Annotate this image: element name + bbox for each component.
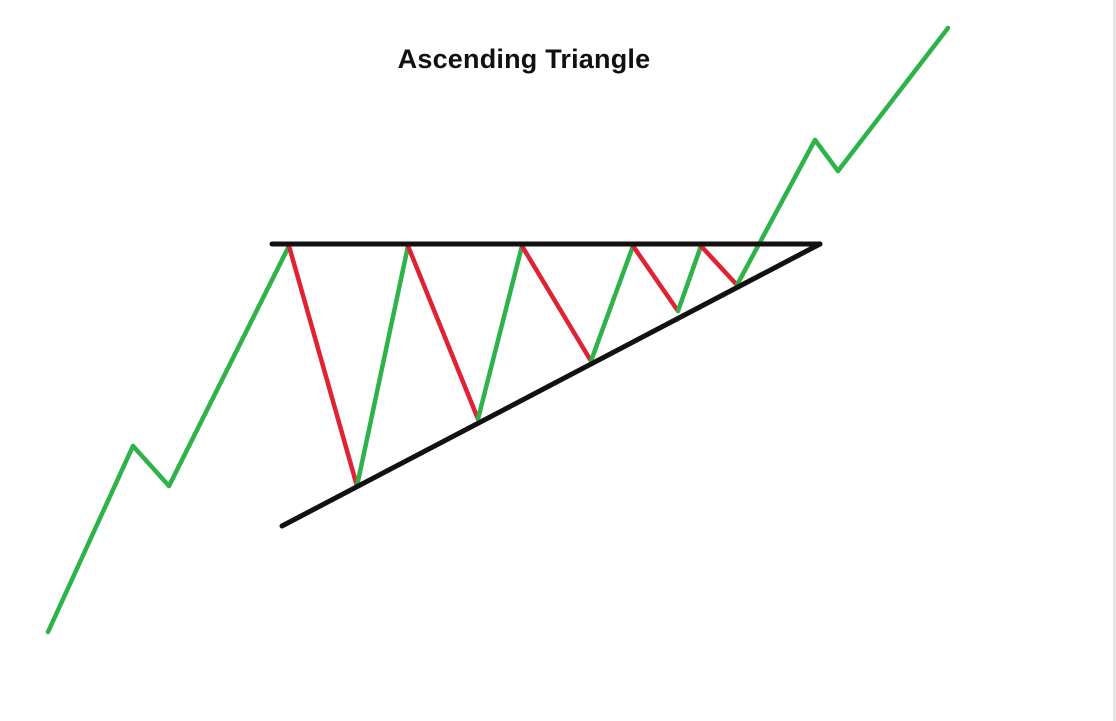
price-path [48,28,948,632]
price-segment-12-down [701,246,737,285]
price-segment-7-up [478,246,522,419]
price-segment-10-down [633,246,678,311]
diagram-title: Ascending Triangle [397,44,651,74]
price-segment-14-down [815,140,838,171]
price-segment-3-up [169,246,289,486]
price-segment-15-up [838,28,948,171]
price-segment-1-up [48,446,133,632]
price-segment-13-up [737,140,815,285]
support-line [282,244,820,526]
price-segment-5-up [357,246,408,486]
price-segment-11-up [678,246,701,311]
price-segment-6-down [408,246,478,419]
price-segment-4-down [289,246,357,486]
price-segment-8-down [522,246,591,361]
price-segment-2-down [133,446,169,486]
